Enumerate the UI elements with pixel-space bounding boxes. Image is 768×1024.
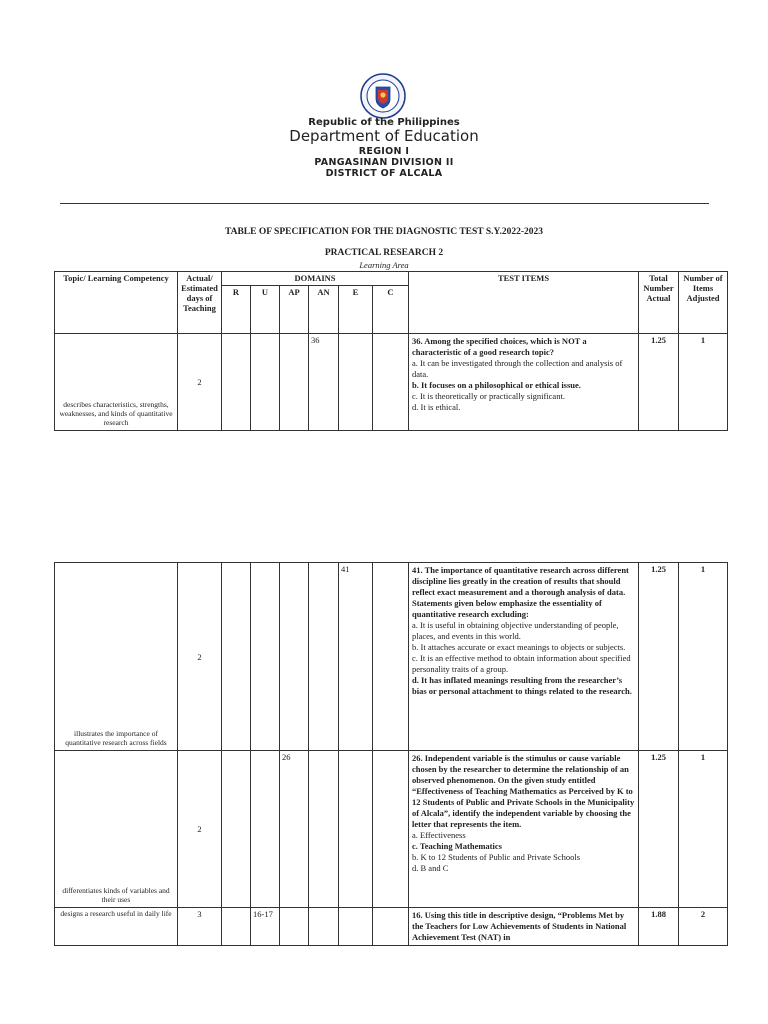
subject-caption: Learning Area: [359, 260, 409, 270]
domain-an-cell: [309, 751, 339, 908]
header-divider: [60, 203, 709, 204]
domain-ap-cell: [280, 334, 309, 431]
republic-text: Republic of the Philippines: [308, 117, 460, 128]
choice-c-correct: c. Teaching Mathematics: [412, 841, 502, 851]
domain-u-cell: [251, 334, 280, 431]
question-text: 41. The importance of quantitative research across different discipline lies greatly in the creation of results that should reflect exact measurement and a thorough analysis of data. Statements given below emphasize the essentiality of quantitative research excluding:: [412, 565, 629, 619]
days-cell: 2: [178, 563, 222, 751]
domain-r-cell: [222, 751, 251, 908]
domain-c-cell: [373, 908, 409, 946]
competency-cell: designs a research useful in daily life: [55, 908, 178, 946]
choice-a: a. It can be investigated through the collection and analysis of data.: [412, 358, 623, 379]
domain-r-header: R: [222, 286, 251, 334]
adjusted-header: Number of Items Adjusted: [679, 272, 728, 334]
domain-an-cell: [309, 908, 339, 946]
domain-u-cell: 16-17: [251, 908, 280, 946]
domain-ap-cell: [280, 563, 309, 751]
total-cell: 1.88: [639, 908, 679, 946]
domain-e-cell: 41: [339, 563, 373, 751]
question-text: 26. Independent variable is the stimulus or cause variable chosen by the researcher to determine the relationship of an observed phenomenon. On the given study entitled “Effectiveness of Teaching Mathematics as Perceived by K to 12 Students of Public and Private Schools in the Municipality of Alcala”, identify the independent variable by choosing the letter that represents the item.: [412, 753, 635, 829]
choice-c: c. It is theoretically or practically significant.: [412, 391, 565, 401]
test-item-cell: [409, 334, 639, 431]
domain-an-header: AN: [309, 286, 339, 334]
domain-u-header: U: [251, 286, 280, 334]
test-item-cell: [409, 751, 639, 908]
days-cell: 2: [178, 334, 222, 431]
domain-u-cell: [251, 751, 280, 908]
domain-u-cell: [251, 563, 280, 751]
total-cell: 1.25: [639, 334, 679, 431]
choice-b-correct: b. It focuses on a philosophical or ethical issue.: [412, 380, 581, 390]
test-items-header: TEST ITEMS: [409, 272, 639, 334]
domain-e-cell: [339, 908, 373, 946]
topic-header: Topic/ Learning Competency: [55, 272, 178, 334]
domain-c-cell: [373, 563, 409, 751]
table-row: [55, 908, 728, 946]
domain-ap-cell: 26: [280, 751, 309, 908]
competency-cell: describes characteristics, strengths, weaknesses, and kinds of quantitative research: [55, 334, 178, 431]
adjusted-cell: 2: [679, 908, 728, 946]
domain-c-cell: [373, 751, 409, 908]
competency-cell: differentiates kinds of variables and their uses: [55, 751, 178, 908]
domain-r-cell: [222, 563, 251, 751]
table-row: [55, 563, 728, 751]
table-row: [55, 751, 728, 908]
domain-ap-header: AP: [280, 286, 309, 334]
specification-table-page2: [54, 562, 728, 946]
days-cell: 2: [178, 751, 222, 908]
department-text: Department of Education: [289, 127, 479, 145]
domain-r-cell: [222, 334, 251, 431]
deped-seal-logo: [354, 73, 412, 119]
subject-title: PRACTICAL RESEARCH 2: [324, 248, 444, 258]
domain-ap-cell: [280, 908, 309, 946]
total-cell: 1.25: [639, 751, 679, 908]
domain-e-cell: [339, 751, 373, 908]
table-row: [55, 334, 728, 431]
adjusted-cell: 1: [679, 334, 728, 431]
choice-d: d. B and C: [412, 863, 449, 873]
question-text: 16. Using this title in descriptive design, “Problems Met by the Teachers for Low Achievements of Students in National Achievement Test (NAT) in: [412, 910, 627, 942]
domain-an-cell: 36: [309, 334, 339, 431]
competency-cell: illustrates the importance of quantitative research across fields: [55, 563, 178, 751]
domain-r-cell: [222, 908, 251, 946]
choice-a: a. It is useful in obtaining objective understanding of people, places, and events in this world.: [412, 620, 619, 641]
adjusted-cell: 1: [679, 751, 728, 908]
domain-an-cell: [309, 563, 339, 751]
days-header: Actual/ Estimated days of Teaching: [178, 272, 222, 334]
days-cell: 3: [178, 908, 222, 946]
district-text: DISTRICT OF ALCALA: [325, 168, 443, 179]
region-text: REGION I: [358, 146, 410, 157]
domains-header: DOMAINS: [222, 272, 409, 286]
document-title: TABLE OF SPECIFICATION FOR THE DIAGNOSTIC TEST S.Y.2022-2023: [224, 227, 544, 237]
division-text: PANGASINAN DIVISION II: [314, 157, 454, 168]
test-item-cell: [409, 563, 639, 751]
domain-e-header: E: [339, 286, 373, 334]
domain-c-header: C: [373, 286, 409, 334]
specification-table-page1: [54, 271, 728, 431]
choice-c: c. It is an effective method to obtain information about specified personality traits of a group.: [412, 653, 631, 674]
test-item-cell: [409, 908, 639, 946]
choice-b: b. It attaches accurate or exact meanings to objects or subjects.: [412, 642, 626, 652]
total-cell: 1.25: [639, 563, 679, 751]
domain-e-cell: [339, 334, 373, 431]
domain-c-cell: [373, 334, 409, 431]
choice-d: d. It is ethical.: [412, 402, 461, 412]
choice-a: a. Effectiveness: [412, 830, 466, 840]
choice-d-correct: d. It has inflated meanings resulting from the researcher’s bias or personal attachment to things related to the research.: [412, 675, 632, 696]
choice-b: b. K to 12 Students of Public and Private Schools: [412, 852, 581, 862]
adjusted-cell: 1: [679, 563, 728, 751]
question-text: 36. Among the specified choices, which is NOT a characteristic of a good research topic?: [412, 336, 587, 357]
total-header: Total Number Actual: [639, 272, 679, 334]
